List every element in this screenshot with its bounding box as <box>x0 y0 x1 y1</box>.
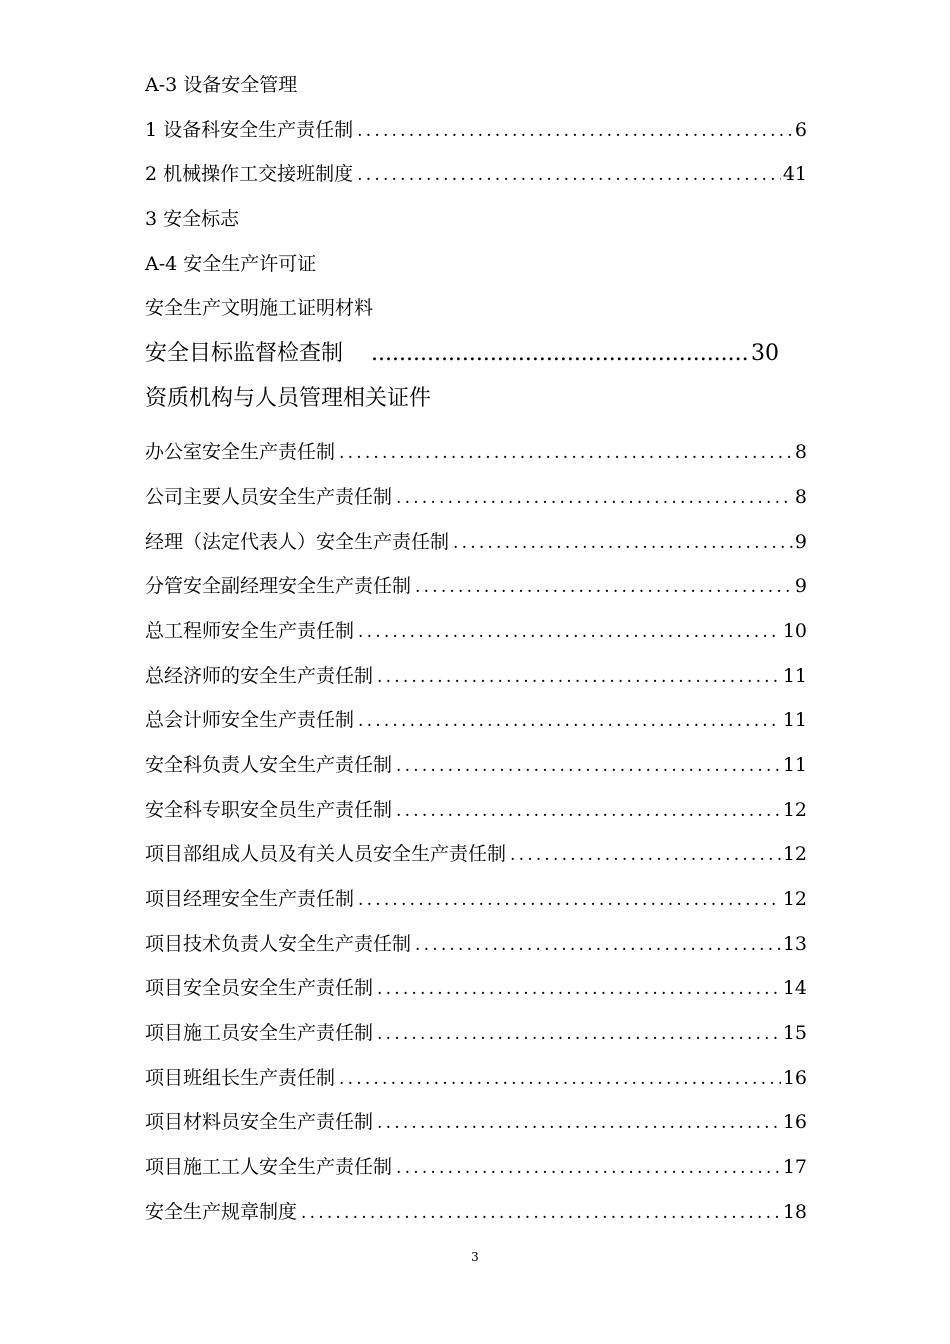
toc-entry[interactable] <box>145 922 807 967</box>
toc-entry-page: 41 <box>782 163 807 186</box>
dot-leader <box>396 1146 781 1191</box>
toc-entry-page: 12 <box>782 798 807 821</box>
dot-leader <box>396 476 793 521</box>
toc-entry[interactable] <box>145 654 807 699</box>
toc-entry-page: 13 <box>782 932 807 955</box>
dot-leader <box>415 565 793 610</box>
toc-entry-title: 安全生产规章制度 <box>145 1200 298 1223</box>
dot-leader <box>396 789 781 834</box>
dot-leader <box>339 1057 781 1102</box>
toc-entry-title: 总会计师安全生产责任制 <box>145 709 355 732</box>
toc-entry-page: 18 <box>782 1200 807 1223</box>
toc-entry-title: 安全目标监督检查制 <box>145 341 344 367</box>
toc-entry-title: 安全科负责人安全生产责任制 <box>145 753 393 776</box>
toc-entry-page: 16 <box>782 1111 807 1134</box>
toc-entry-title: 安全科专职安全员生产责任制 <box>145 798 393 821</box>
toc-entry-page: 17 <box>782 1156 807 1179</box>
toc-entry-page: 11 <box>782 709 807 732</box>
toc-item-safety-signs <box>145 197 807 242</box>
toc-entry-title: 公司主要人员安全生产责任制 <box>145 485 393 508</box>
table-of-contents <box>145 63 807 1235</box>
dot-leader <box>358 878 781 923</box>
toc-entry[interactable] <box>145 877 807 922</box>
dot-leader <box>396 744 781 789</box>
toc-entry-page: 15 <box>782 1022 807 1045</box>
dot-leader <box>358 699 781 744</box>
toc-entry-title: 分管安全副经理安全生产责任制 <box>145 575 412 598</box>
toc-entry-title: 项目施工工人安全生产责任制 <box>145 1156 393 1179</box>
toc-entry[interactable] <box>145 1100 807 1145</box>
toc-entry-title: 1 设备科安全生产责任制 <box>145 118 354 141</box>
toc-entry-page: 16 <box>782 1066 807 1089</box>
toc-entry[interactable] <box>145 1011 807 1056</box>
toc-entry-list <box>145 430 807 1234</box>
toc-entry[interactable] <box>145 152 807 197</box>
toc-entry-title: 项目技术负责人安全生产责任制 <box>145 932 412 955</box>
dot-leader <box>377 1101 781 1146</box>
toc-entry[interactable] <box>145 430 807 475</box>
dot-leader <box>339 431 793 476</box>
toc-entry[interactable] <box>145 108 807 153</box>
dot-leader <box>377 1012 781 1057</box>
toc-entry[interactable] <box>145 1056 807 1101</box>
toc-entry[interactable] <box>145 788 807 833</box>
dot-leader <box>453 521 793 566</box>
toc-entry[interactable] <box>145 1190 807 1235</box>
toc-entry-title: 项目材料员安全生产责任制 <box>145 1111 374 1134</box>
toc-entry[interactable] <box>145 520 807 565</box>
toc-entry-title: 项目班组长生产责任制 <box>145 1066 336 1089</box>
toc-entry-title: 总经济师的安全生产责任制 <box>145 664 374 687</box>
toc-entry-page: 14 <box>782 977 807 1000</box>
toc-entry-title: 办公室安全生产责任制 <box>145 441 336 464</box>
toc-heading-a3 <box>145 63 807 108</box>
toc-entry-page: 8 <box>794 485 807 508</box>
toc-item-text: 3 安全标志 <box>145 208 240 231</box>
toc-entry[interactable] <box>145 564 807 609</box>
dot-leader <box>377 655 781 700</box>
toc-entry[interactable] <box>145 966 807 1011</box>
toc-entry[interactable] <box>145 743 807 788</box>
toc-qualification-heading <box>145 376 807 421</box>
toc-entry-page: 6 <box>794 118 807 141</box>
toc-entry-title: 项目安全员安全生产责任制 <box>145 977 374 1000</box>
toc-heading-a4 <box>145 242 807 287</box>
toc-entry-title: 2 机械操作工交接班制度 <box>145 163 354 186</box>
toc-item-text: 资质机构与人员管理相关证件 <box>145 386 432 412</box>
toc-entry-title: 经理（法定代表人）安全生产责任制 <box>145 530 450 553</box>
toc-entry-page: 11 <box>782 753 807 776</box>
toc-entry-page: 10 <box>782 619 807 642</box>
toc-entry-title: 总工程师安全生产责任制 <box>145 619 355 642</box>
toc-heading-text: A-3 设备安全管理 <box>145 74 298 96</box>
toc-entry[interactable] <box>145 475 807 520</box>
toc-entry-supervision[interactable] <box>145 331 807 376</box>
toc-entry-title: 项目施工员安全生产责任制 <box>145 1022 374 1045</box>
toc-entry-page: 12 <box>782 888 807 910</box>
toc-civilized-materials <box>145 286 807 331</box>
dot-leader <box>357 153 781 198</box>
toc-entry-page: 8 <box>794 441 807 464</box>
toc-entry[interactable] <box>145 1145 807 1190</box>
toc-item-text: 安全生产文明施工证明材料 <box>145 297 374 320</box>
toc-entry[interactable] <box>145 698 807 743</box>
toc-entry-title: 项目经理安全生产责任制 <box>145 888 355 910</box>
dot-leader <box>415 923 781 968</box>
toc-entry-page: 9 <box>794 575 807 598</box>
page-number: 3 <box>471 1250 479 1264</box>
toc-entry[interactable] <box>145 609 807 654</box>
dot-leader <box>510 833 781 878</box>
toc-heading-text: A-4 安全生产许可证 <box>145 252 317 275</box>
dot-leader <box>358 610 781 655</box>
dot-leader <box>371 331 749 376</box>
toc-entry-page: 9 <box>794 530 807 553</box>
toc-entry-page: 30 <box>751 341 780 367</box>
toc-entry-title: 项目部组成人员及有关人员安全生产责任制 <box>145 843 507 866</box>
dot-leader <box>301 1191 781 1236</box>
dot-leader <box>377 967 781 1012</box>
dot-leader <box>357 109 793 154</box>
toc-entry-page: 12 <box>782 843 807 866</box>
toc-entry-page: 11 <box>782 664 807 687</box>
toc-entry[interactable] <box>145 832 807 877</box>
